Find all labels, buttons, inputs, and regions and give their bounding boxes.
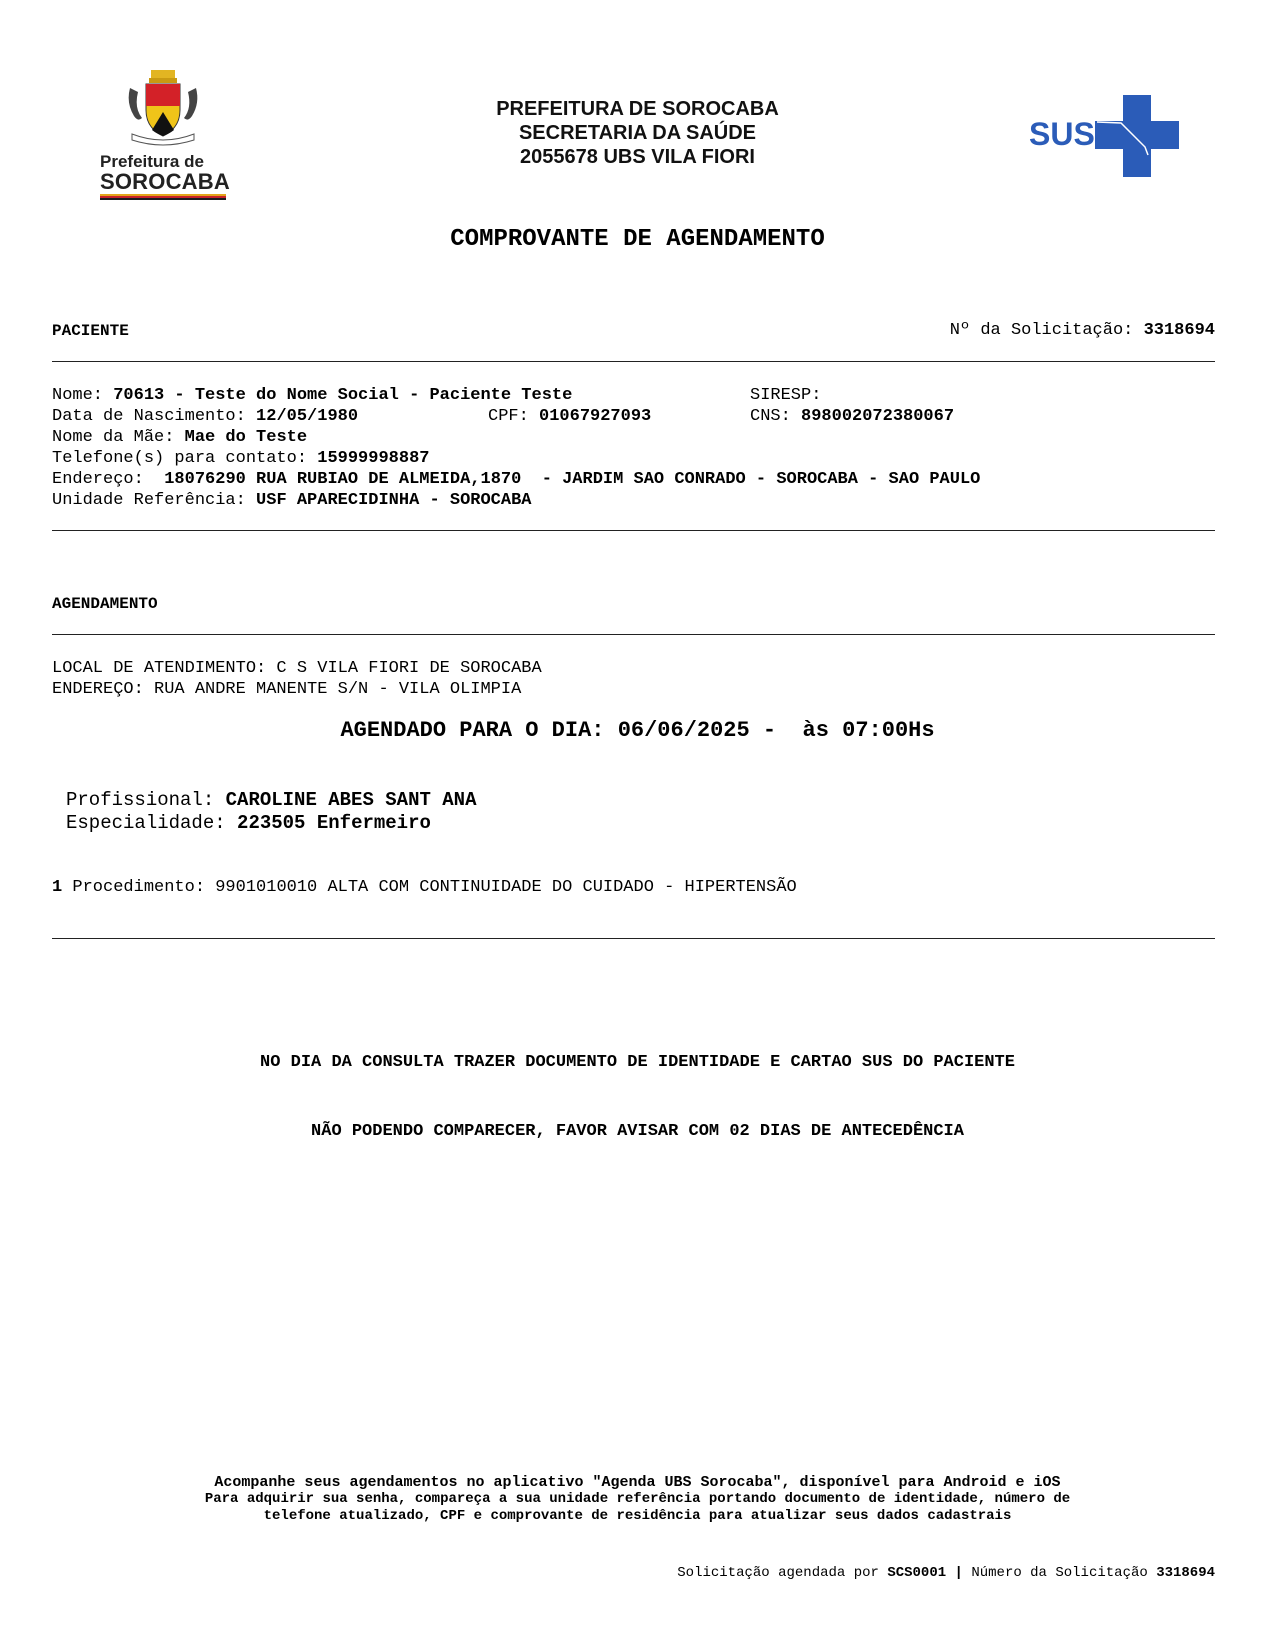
procedure-value: 9901010010 ALTA COM CONTINUIDADE DO CUIDADO - HIPERTENSÃO — [215, 878, 797, 897]
footer-line-1: Acompanhe seus agendamentos no aplicativo "Agenda UBS Sorocaba", disponível para Android e iOS — [214, 1474, 1061, 1491]
sus-cross-icon — [1025, 95, 1185, 177]
phone-label: Telefone(s) para contato: — [52, 449, 308, 468]
birth-date-row — [52, 406, 358, 427]
signature-user: SCS0001 — [887, 1565, 947, 1581]
scheduled-separator: - — [749, 718, 803, 743]
scheduled-label: AGENDADO PARA O DIA: — [340, 718, 605, 743]
request-number-value: 3318694 — [1143, 321, 1215, 340]
service-location: LOCAL DE ATENDIMENTO: C S VILA FIORI DE SOROCABA — [52, 659, 542, 678]
unit-value: USF APARECIDINHA - SOROCABA — [256, 491, 532, 510]
sus-text: SUS — [1029, 116, 1095, 152]
mother-name-row — [52, 427, 307, 448]
siresp-label: SIRESP: — [750, 386, 822, 405]
name-label: Nome: — [52, 386, 104, 405]
unit-label: Unidade Referência: — [52, 491, 246, 510]
phone-value: 15999998887 — [317, 449, 430, 468]
document-title: COMPROVANTE DE AGENDAMENTO — [450, 226, 825, 253]
cpf-label: CPF: — [488, 407, 529, 426]
logo-stripe — [100, 194, 226, 200]
specialty-row — [66, 812, 431, 835]
phone-row — [52, 448, 429, 469]
mother-value: Mae do Teste — [184, 428, 308, 447]
specialty-value: 223505 Enfermeiro — [237, 812, 431, 834]
address-label: Endereço: — [52, 470, 144, 489]
cpf-value: 01067927093 — [539, 407, 652, 426]
scheduled-datetime — [0, 718, 1275, 743]
divider — [52, 938, 1215, 939]
procedure-row — [52, 877, 797, 898]
scheduled-time: às 07:00Hs — [802, 718, 935, 743]
institution-header — [400, 97, 875, 169]
specialty-label: Especialidade: — [66, 812, 226, 834]
scheduled-date: 06/06/2025 — [617, 718, 750, 743]
mother-label: Nome da Mãe: — [52, 428, 175, 447]
professional-label: Profissional: — [66, 789, 215, 811]
service-address: ENDEREÇO: RUA ANDRE MANENTE S/N - VILA OLIMPIA — [52, 680, 522, 699]
header-line-3: 2055678 UBS VILA FIORI — [520, 146, 755, 168]
signature-separator: | — [954, 1565, 963, 1581]
notice-line-2: NÃO PODENDO COMPARECER, FAVOR AVISAR COM 02 DIAS DE ANTECEDÊNCIA — [311, 1122, 964, 1141]
divider — [52, 634, 1215, 635]
birth-value: 12/05/1980 — [256, 407, 359, 426]
signature-label: Solicitação agendada por — [677, 1565, 879, 1581]
footer-line-2: Para adquirir sua senha, compareça a sua unidade referência portando documento de identidade, número de — [204, 1491, 1071, 1507]
patient-name-row — [52, 385, 572, 406]
coat-of-arms-icon — [124, 68, 202, 148]
signature-number-label: Número da Solicitação — [971, 1565, 1148, 1581]
cns-value: 898002072380067 — [801, 407, 955, 426]
logo-line1: Prefeitura de — [100, 152, 204, 171]
professional-row — [66, 789, 476, 812]
scheduling-signature — [677, 1565, 1215, 1581]
name-value: 70613 - Teste do Nome Social - Paciente Teste — [113, 386, 573, 405]
request-number-label: Nº da Solicitação: — [949, 321, 1134, 340]
attendance-notice — [0, 1005, 1275, 1166]
cns-label: CNS: — [750, 407, 791, 426]
request-number — [950, 321, 1215, 340]
appointment-section-label: AGENDAMENTO — [52, 595, 158, 613]
sus-logo — [1025, 95, 1185, 177]
reference-unit-row — [52, 490, 532, 511]
professional-value: CAROLINE ABES SANT ANA — [225, 789, 477, 811]
cns-row — [750, 406, 954, 427]
signature-number: 3318694 — [1156, 1565, 1215, 1581]
header-line-2: SECRETARIA DA SAÚDE — [518, 122, 757, 144]
prefeitura-logo — [96, 68, 230, 200]
patient-section-label: PACIENTE — [52, 322, 129, 340]
logo-line2: SOROCABA — [100, 169, 230, 194]
procedure-index: 1 — [52, 878, 63, 897]
header-line-1: PREFEITURA DE SOROCABA — [496, 98, 779, 120]
address-value: 18076290 RUA RUBIAO DE ALMEIDA,1870 - JARDIM SAO CONRADO - SOROCABA - SAO PAULO — [164, 470, 981, 489]
footer-line-3: telefone atualizado, CPF e comprovante de residência para atualizar seus dados cadastrais — [263, 1508, 1012, 1524]
notice-line-1: NO DIA DA CONSULTA TRAZER DOCUMENTO DE IDENTIDADE E CARTAO SUS DO PACIENTE — [260, 1053, 1015, 1072]
app-footer — [0, 1474, 1275, 1525]
birth-label: Data de Nascimento: — [52, 407, 246, 426]
address-row — [52, 469, 980, 490]
cpf-row — [488, 406, 651, 427]
divider — [52, 361, 1215, 362]
siresp-row — [750, 385, 832, 406]
divider — [52, 530, 1215, 531]
procedure-label: Procedimento: — [72, 878, 206, 897]
